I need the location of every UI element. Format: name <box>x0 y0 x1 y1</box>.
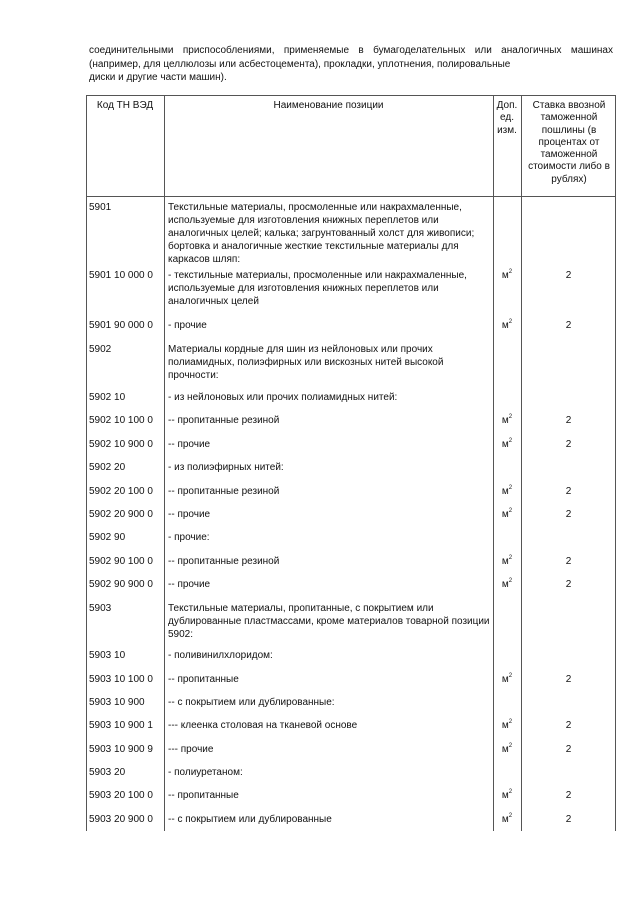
row-name: Текстильные материалы, пропитанные, с покрытием или дублированные пластмассами, кроме материалов товарной позиции 5902: <box>168 603 490 640</box>
unit-base: м <box>501 674 509 685</box>
intro-text-justified: соединительными приспособлениями, применяемые в бумагоделательных или аналогичных машинах (например, для целлюлозы или асбестоцемента), прокладки, уплотнения, полировальные <box>89 45 613 70</box>
row-unit <box>493 719 521 732</box>
row-name: Текстильные материалы, просмоленные или накрахмаленные, используемые для изготовления книжных переплетов или аналогичных целей; калька; загрунтованный холст для живописи; бортовка и аналогичные жесткие текстильные материалы для каркасов шляп: <box>168 202 475 265</box>
row-rate: 2 <box>565 320 572 331</box>
row-rate: 2 <box>565 556 572 567</box>
unit-base: м <box>501 415 509 426</box>
row-code: 5903 10 <box>89 650 126 661</box>
row-code: 5903 20 <box>89 767 126 778</box>
unit-superscript: 2 <box>508 319 513 325</box>
row-unit <box>493 485 521 498</box>
row-name: -- пропитанные резиной <box>168 486 280 497</box>
row-name: - прочие <box>168 320 207 331</box>
row-name: -- пропитанные резиной <box>168 415 280 426</box>
row-code: 5902 10 100 0 <box>89 415 153 426</box>
row-name: - поливинилхлоридом: <box>168 650 273 661</box>
row-code: 5903 <box>89 603 112 614</box>
row-unit <box>493 789 521 802</box>
row-code: 5902 20 900 0 <box>89 509 153 520</box>
row-name: -- пропитанные резиной <box>168 556 280 567</box>
row-code: 5902 10 <box>89 392 126 403</box>
row-name: -- пропитанные <box>168 674 239 685</box>
row-code: 5902 90 <box>89 532 126 543</box>
row-name: -- прочие <box>168 439 211 450</box>
unit-superscript: 2 <box>508 508 513 514</box>
row-name: - из полиэфирных нитей: <box>168 462 284 473</box>
table-border-left <box>86 95 87 831</box>
row-code: 5903 10 100 0 <box>89 674 153 685</box>
unit-superscript: 2 <box>508 673 513 679</box>
row-name: -- прочие <box>168 509 211 520</box>
row-rate: 2 <box>565 744 572 755</box>
row-rate: 2 <box>565 439 572 450</box>
row-code: 5901 10 000 0 <box>89 270 153 281</box>
unit-superscript: 2 <box>508 414 513 420</box>
unit-base: м <box>501 720 509 731</box>
row-rate: 2 <box>565 674 572 685</box>
unit-base: м <box>501 270 509 281</box>
row-name: - текстильные материалы, просмоленные или накрахмаленные, используемые для изготовления книжных переплетов или аналогичных целей <box>168 270 467 307</box>
row-name: Материалы кордные для шин из нейлоновых или прочих полиамидных, полиэфирных или вискозных нитей высокой прочности: <box>168 344 444 381</box>
row-name: - из нейлоновых или прочих полиамидных нитей: <box>168 392 398 403</box>
header-rate: Ставка ввозной таможенной пошлины (в процентах от таможенной стоимости либо в рублях) <box>528 100 610 185</box>
row-code: 5903 20 900 0 <box>89 814 153 825</box>
row-name: -- с покрытием или дублированные <box>168 814 332 825</box>
row-name: --- прочие <box>168 744 214 755</box>
unit-base: м <box>501 439 509 450</box>
row-unit <box>493 813 521 826</box>
row-name: --- клеенка столовая на тканевой основе <box>168 720 358 731</box>
row-code: 5902 90 900 0 <box>89 579 153 590</box>
unit-superscript: 2 <box>508 789 513 795</box>
unit-superscript: 2 <box>508 555 513 561</box>
row-name: -- пропитанные <box>168 790 239 801</box>
row-unit <box>493 508 521 521</box>
unit-base: м <box>501 509 509 520</box>
row-unit <box>493 673 521 686</box>
row-rate: 2 <box>565 486 572 497</box>
unit-superscript: 2 <box>508 269 513 275</box>
row-rate: 2 <box>565 814 572 825</box>
row-rate: 2 <box>565 790 572 801</box>
row-unit <box>493 269 521 282</box>
row-rate: 2 <box>565 509 572 520</box>
row-rate: 2 <box>565 720 572 731</box>
unit-superscript: 2 <box>508 578 513 584</box>
row-unit <box>493 319 521 332</box>
unit-base: м <box>501 486 509 497</box>
unit-base: м <box>501 790 509 801</box>
row-unit <box>493 414 521 427</box>
row-unit <box>493 438 521 451</box>
row-code: 5902 10 900 0 <box>89 439 153 450</box>
row-name: - прочие: <box>168 532 210 543</box>
unit-superscript: 2 <box>508 743 513 749</box>
header-code: Код ТН ВЭД <box>96 100 154 111</box>
row-code: 5901 90 000 0 <box>89 320 153 331</box>
row-unit <box>493 578 521 591</box>
unit-superscript: 2 <box>508 438 513 444</box>
row-code: 5902 20 100 0 <box>89 486 153 497</box>
row-code: 5901 <box>89 202 112 213</box>
row-code: 5903 10 900 1 <box>89 720 153 731</box>
unit-base: м <box>501 814 509 825</box>
row-rate: 2 <box>565 270 572 281</box>
row-unit <box>493 743 521 756</box>
row-unit <box>493 555 521 568</box>
row-code: 5903 10 900 <box>89 697 145 708</box>
header-name: Наименование позиции <box>273 100 384 111</box>
unit-base: м <box>501 556 509 567</box>
row-code: 5902 <box>89 344 112 355</box>
row-rate: 2 <box>565 579 572 590</box>
row-name: -- с покрытием или дублированные: <box>168 697 335 708</box>
header-unit: Доп. ед. изм. <box>496 100 518 136</box>
intro-text-last-line: диски и другие части машин). <box>89 72 227 83</box>
row-code: 5903 10 900 9 <box>89 744 153 755</box>
row-name: -- прочие <box>168 579 211 590</box>
row-code: 5902 90 100 0 <box>89 556 153 567</box>
row-code: 5903 20 100 0 <box>89 790 153 801</box>
unit-base: м <box>501 744 509 755</box>
intro-paragraph <box>89 44 613 85</box>
row-name: - полиуретаном: <box>168 767 243 778</box>
row-code: 5902 20 <box>89 462 126 473</box>
unit-superscript: 2 <box>508 719 513 725</box>
unit-superscript: 2 <box>508 485 513 491</box>
unit-superscript: 2 <box>508 813 513 819</box>
unit-base: м <box>501 579 509 590</box>
row-rate: 2 <box>565 415 572 426</box>
unit-base: м <box>501 320 509 331</box>
